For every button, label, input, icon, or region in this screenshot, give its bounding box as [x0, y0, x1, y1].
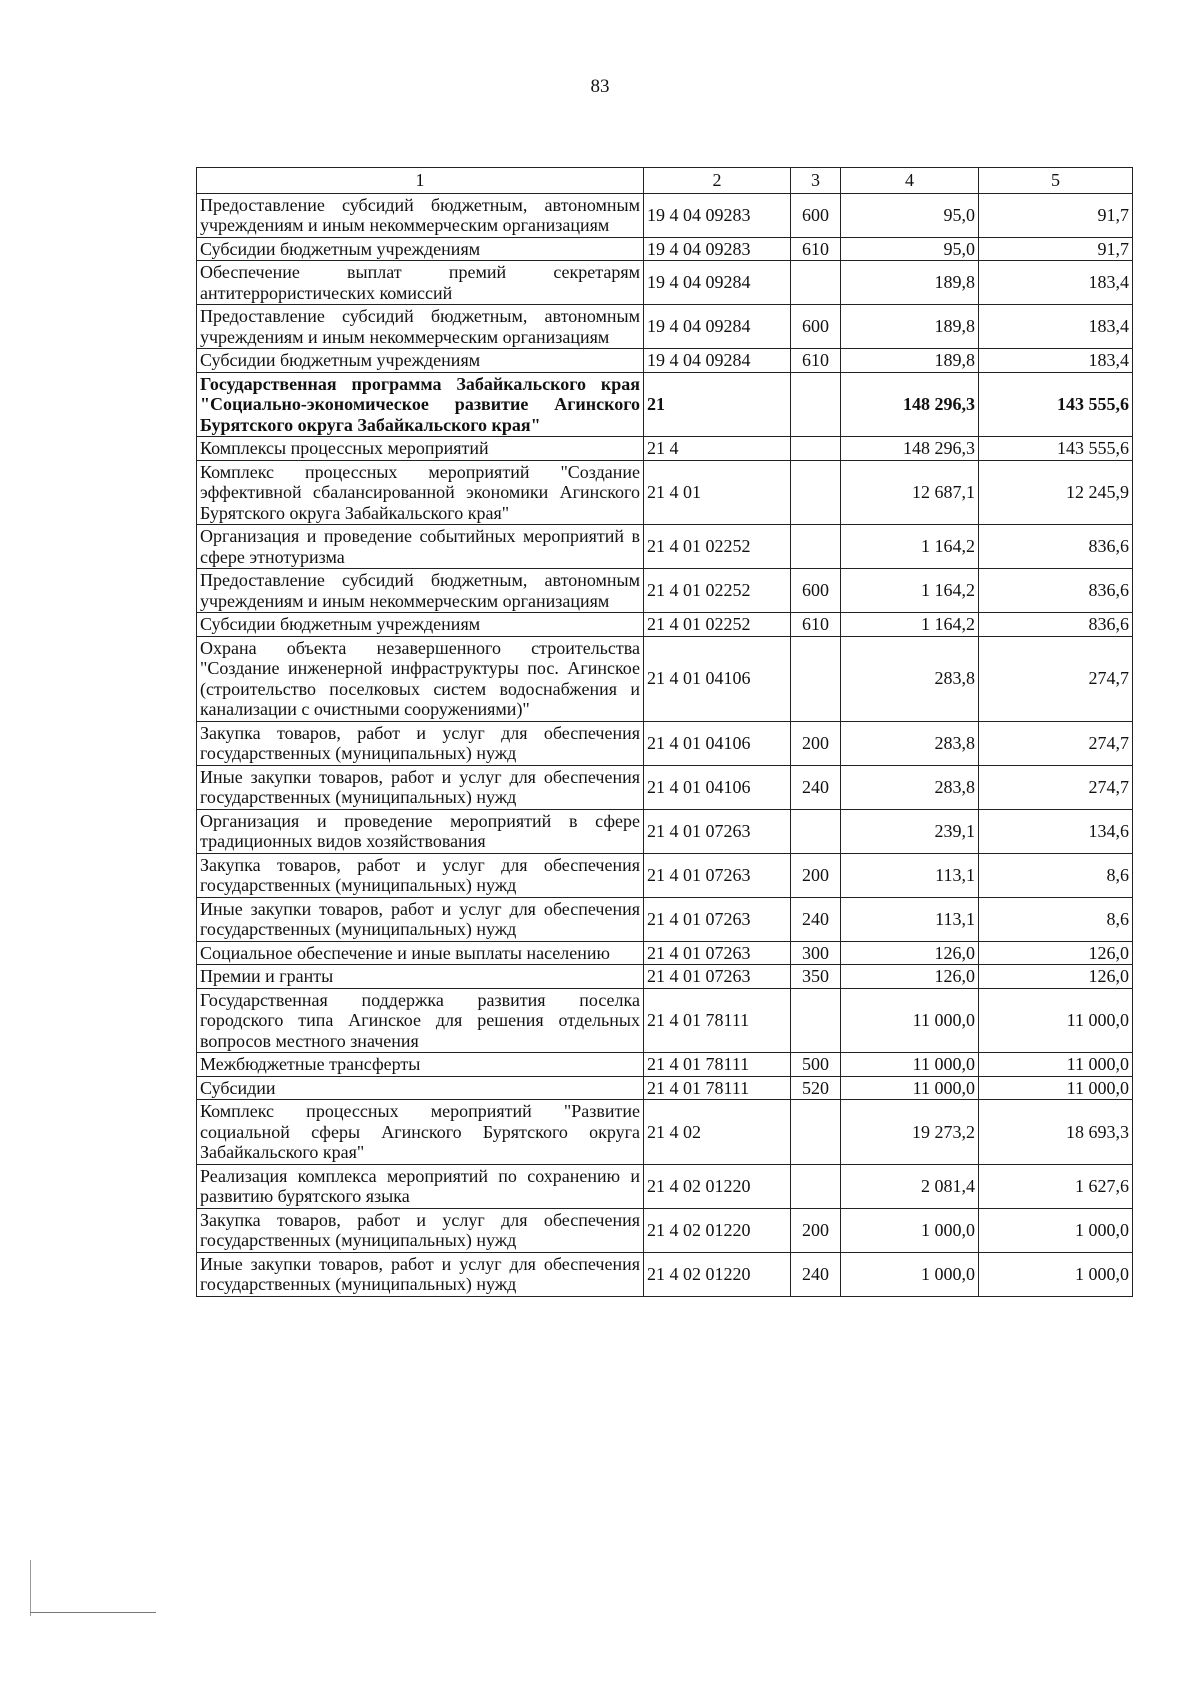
row-code: 21 4 01 07263 [644, 809, 791, 853]
row-value-col4: 2 081,4 [841, 1164, 979, 1208]
table-row [197, 765, 1133, 809]
row-value-col4: 189,8 [841, 305, 979, 349]
row-code: 21 4 [644, 437, 791, 461]
row-value-col5: 1 000,0 [979, 1252, 1133, 1296]
row-code: 21 4 01 07263 [644, 853, 791, 897]
row-code: 21 4 01 02252 [644, 525, 791, 569]
row-expense-type: 500 [791, 1053, 841, 1077]
row-expense-type: 240 [791, 765, 841, 809]
row-expense-type [791, 988, 841, 1053]
row-code: 21 4 01 78111 [644, 988, 791, 1053]
row-value-col5: 836,6 [979, 569, 1133, 613]
table-row [197, 525, 1133, 569]
row-name: Иные закупки товаров, работ и услуг для обеспечения государственных (муниципальных) нужд [197, 1252, 644, 1296]
header-col-3: 3 [791, 168, 841, 194]
row-value-col5: 11 000,0 [979, 988, 1133, 1053]
row-expense-type [791, 1164, 841, 1208]
row-value-col5: 274,7 [979, 636, 1133, 721]
row-code: 21 4 01 07263 [644, 897, 791, 941]
row-expense-type: 610 [791, 349, 841, 373]
row-name: Субсидии бюджетным учреждениям [197, 613, 644, 637]
budget-table [196, 167, 1133, 1297]
row-name: Закупка товаров, работ и услуг для обеспечения государственных (муниципальных) нужд [197, 853, 644, 897]
row-name: Субсидии [197, 1076, 644, 1100]
row-value-col5: 134,6 [979, 809, 1133, 853]
row-value-col5: 1 000,0 [979, 1208, 1133, 1252]
row-expense-type [791, 636, 841, 721]
table-row [197, 1053, 1133, 1077]
row-value-col4: 283,8 [841, 636, 979, 721]
row-expense-type: 520 [791, 1076, 841, 1100]
row-expense-type [791, 525, 841, 569]
row-code: 21 4 02 01220 [644, 1164, 791, 1208]
row-name: Государственная поддержка развития поселка городского типа Агинское для решения отдельных вопросов местного значения [197, 988, 644, 1053]
table-row [197, 1076, 1133, 1100]
row-code: 21 4 01 02252 [644, 613, 791, 637]
row-name: Иные закупки товаров, работ и услуг для обеспечения государственных (муниципальных) нужд [197, 897, 644, 941]
row-code: 21 4 01 07263 [644, 965, 791, 989]
row-value-col4: 239,1 [841, 809, 979, 853]
row-value-col4: 113,1 [841, 897, 979, 941]
table-row [197, 1100, 1133, 1165]
row-code: 21 4 02 01220 [644, 1208, 791, 1252]
row-name: Предоставление субсидий бюджетным, автономным учреждениям и иным некоммерческим организациям [197, 193, 644, 237]
table-row [197, 437, 1133, 461]
row-code: 19 4 04 09283 [644, 237, 791, 261]
row-value-col5: 274,7 [979, 765, 1133, 809]
row-code: 21 4 01 04106 [644, 765, 791, 809]
row-expense-type: 600 [791, 569, 841, 613]
row-expense-type [791, 1100, 841, 1165]
row-name: Организация и проведение мероприятий в сфере традиционных видов хозяйствования [197, 809, 644, 853]
row-expense-type: 200 [791, 721, 841, 765]
row-code: 21 4 01 78111 [644, 1076, 791, 1100]
row-name: Организация и проведение событийных мероприятий в сфере этнотуризма [197, 525, 644, 569]
row-code: 21 4 01 [644, 460, 791, 525]
table-row [197, 261, 1133, 305]
row-name: Комплексы процессных мероприятий [197, 437, 644, 461]
table-row [197, 721, 1133, 765]
row-expense-type: 600 [791, 305, 841, 349]
scan-margin-line [30, 1612, 156, 1613]
table-row [197, 372, 1133, 437]
table-body [197, 193, 1133, 1296]
row-value-col4: 1 164,2 [841, 613, 979, 637]
row-value-col5: 143 555,6 [979, 437, 1133, 461]
row-value-col5: 8,6 [979, 897, 1133, 941]
header-col-1: 1 [197, 168, 644, 194]
row-value-col4: 95,0 [841, 237, 979, 261]
row-expense-type: 240 [791, 1252, 841, 1296]
row-value-col4: 148 296,3 [841, 437, 979, 461]
row-name: Предоставление субсидий бюджетным, автономным учреждениям и иным некоммерческим организациям [197, 305, 644, 349]
row-expense-type [791, 460, 841, 525]
row-name: Межбюджетные трансферты [197, 1053, 644, 1077]
row-expense-type: 600 [791, 193, 841, 237]
row-value-col4: 19 273,2 [841, 1100, 979, 1165]
row-value-col4: 148 296,3 [841, 372, 979, 437]
row-value-col4: 189,8 [841, 261, 979, 305]
row-value-col5: 1 627,6 [979, 1164, 1133, 1208]
row-expense-type: 240 [791, 897, 841, 941]
table-row [197, 965, 1133, 989]
row-value-col4: 95,0 [841, 193, 979, 237]
header-row [197, 168, 1133, 194]
row-code: 21 4 01 04106 [644, 721, 791, 765]
row-value-col4: 1 164,2 [841, 569, 979, 613]
row-value-col4: 283,8 [841, 721, 979, 765]
row-value-col4: 11 000,0 [841, 988, 979, 1053]
row-value-col5: 91,7 [979, 237, 1133, 261]
row-value-col4: 113,1 [841, 853, 979, 897]
row-name: Охрана объекта незавершенного строительства "Создание инженерной инфраструктуры пос. Агинское (строительство поселковых систем водоснабжения и канализации с очистными сооружениями)" [197, 636, 644, 721]
table-row [197, 941, 1133, 965]
row-value-col4: 189,8 [841, 349, 979, 373]
row-value-col5: 183,4 [979, 305, 1133, 349]
table-row [197, 1164, 1133, 1208]
table-row [197, 349, 1133, 373]
row-code: 19 4 04 09284 [644, 261, 791, 305]
row-value-col4: 11 000,0 [841, 1053, 979, 1077]
table-row [197, 237, 1133, 261]
row-value-col4: 126,0 [841, 941, 979, 965]
row-value-col4: 283,8 [841, 765, 979, 809]
row-expense-type: 200 [791, 853, 841, 897]
row-code: 21 4 01 78111 [644, 1053, 791, 1077]
row-name: Субсидии бюджетным учреждениям [197, 237, 644, 261]
row-expense-type [791, 437, 841, 461]
row-value-col5: 143 555,6 [979, 372, 1133, 437]
row-value-col4: 1 000,0 [841, 1208, 979, 1252]
row-value-col5: 18 693,3 [979, 1100, 1133, 1165]
row-name: Иные закупки товаров, работ и услуг для обеспечения государственных (муниципальных) нужд [197, 765, 644, 809]
row-expense-type: 300 [791, 941, 841, 965]
row-name: Субсидии бюджетным учреждениям [197, 349, 644, 373]
table-row [197, 809, 1133, 853]
header-col-2: 2 [644, 168, 791, 194]
row-value-col4: 12 687,1 [841, 460, 979, 525]
table-row [197, 1208, 1133, 1252]
row-expense-type [791, 372, 841, 437]
row-expense-type [791, 261, 841, 305]
table-row [197, 305, 1133, 349]
table-row [197, 460, 1133, 525]
row-value-col5: 8,6 [979, 853, 1133, 897]
header-col-4: 4 [841, 168, 979, 194]
row-value-col5: 11 000,0 [979, 1053, 1133, 1077]
row-name: Обеспечение выплат премий секретарям антитеррористических комиссий [197, 261, 644, 305]
row-value-col5: 11 000,0 [979, 1076, 1133, 1100]
table-row [197, 636, 1133, 721]
row-value-col5: 91,7 [979, 193, 1133, 237]
row-expense-type: 610 [791, 613, 841, 637]
row-code: 21 4 02 01220 [644, 1252, 791, 1296]
row-expense-type: 350 [791, 965, 841, 989]
row-name: Закупка товаров, работ и услуг для обеспечения государственных (муниципальных) нужд [197, 1208, 644, 1252]
row-expense-type: 200 [791, 1208, 841, 1252]
row-value-col4: 126,0 [841, 965, 979, 989]
row-value-col5: 274,7 [979, 721, 1133, 765]
row-value-col4: 11 000,0 [841, 1076, 979, 1100]
table-row [197, 193, 1133, 237]
table-row [197, 1252, 1133, 1296]
row-code: 21 [644, 372, 791, 437]
row-value-col5: 12 245,9 [979, 460, 1133, 525]
table-row [197, 988, 1133, 1053]
table-row [197, 613, 1133, 637]
row-value-col5: 183,4 [979, 261, 1133, 305]
table-row [197, 569, 1133, 613]
page-number: 83 [590, 76, 610, 97]
row-value-col4: 1 164,2 [841, 525, 979, 569]
row-code: 19 4 04 09284 [644, 305, 791, 349]
scan-margin-mark [30, 1560, 31, 1616]
row-name: Комплекс процессных мероприятий "Создание эффективной сбалансированной экономики Агинского Бурятского округа Забайкальского края" [197, 460, 644, 525]
row-name: Премии и гранты [197, 965, 644, 989]
row-value-col5: 183,4 [979, 349, 1133, 373]
row-name: Комплекс процессных мероприятий "Развитие социальной сферы Агинского Бурятского округа Забайкальского края" [197, 1100, 644, 1165]
table-row [197, 897, 1133, 941]
row-name: Предоставление субсидий бюджетным, автономным учреждениям и иным некоммерческим организациям [197, 569, 644, 613]
row-code: 21 4 01 04106 [644, 636, 791, 721]
row-name: Государственная программа Забайкальского края "Социально-экономическое развитие Агинского Бурятского округа Забайкальского края" [197, 372, 644, 437]
row-code: 21 4 01 02252 [644, 569, 791, 613]
header-col-5: 5 [979, 168, 1133, 194]
row-value-col5: 836,6 [979, 613, 1133, 637]
table-row [197, 853, 1133, 897]
row-value-col4: 1 000,0 [841, 1252, 979, 1296]
row-code: 21 4 01 07263 [644, 941, 791, 965]
row-value-col5: 126,0 [979, 941, 1133, 965]
row-value-col5: 126,0 [979, 965, 1133, 989]
row-name: Закупка товаров, работ и услуг для обеспечения государственных (муниципальных) нужд [197, 721, 644, 765]
row-name: Реализация комплекса мероприятий по сохранению и развитию бурятского языка [197, 1164, 644, 1208]
row-value-col5: 836,6 [979, 525, 1133, 569]
row-code: 19 4 04 09283 [644, 193, 791, 237]
row-code: 21 4 02 [644, 1100, 791, 1165]
row-name: Социальное обеспечение и иные выплаты населению [197, 941, 644, 965]
row-code: 19 4 04 09284 [644, 349, 791, 373]
row-expense-type [791, 809, 841, 853]
row-expense-type: 610 [791, 237, 841, 261]
